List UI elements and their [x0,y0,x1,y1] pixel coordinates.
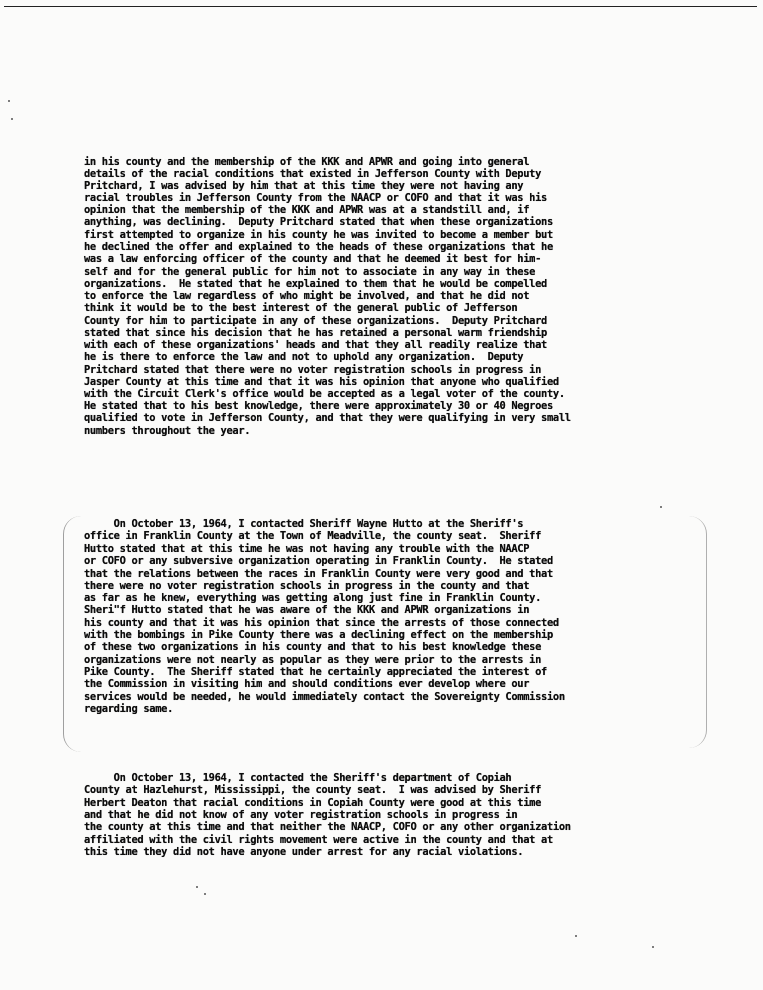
text-line: think it would be to the best interest of the general public of Jefferson [84,302,518,314]
text-line: self and for the general public for him not to associate in any way in these [84,266,536,278]
text-line: qualified to vote in Jefferson County, and that they were qualifying in very small [84,412,571,424]
text-line: office in Franklin County at the Town of Meadville, the county seat. Sheriff [84,530,542,542]
text-line: the county at this time and that neither the NAACP, COFO or any other organization [84,821,571,833]
text-line: anything, was declining. Deputy Pritchard stated that when these organizations [84,216,553,228]
text-line: County at Hazlehurst, Mississippi, the county seat. I was advised by Sheriff [84,784,542,796]
text-line: his county and that it was his opinion that since the arrests of those connected [84,617,559,629]
text-line: regarding same. [84,703,174,715]
text-line: or COFO or any subversive organization operating in Franklin County. He stated [84,555,553,567]
text-line: Jasper County at this time and that it was his opinion that anyone who qualified [84,376,559,388]
text-line: he is there to enforce the law and not to uphold any organization. Deputy [84,351,524,363]
text-line: services would be needed, he would immediately contact the Sovereignty Commission [84,691,565,703]
scan-speck [652,946,654,948]
text-line: On October 13, 1964, I contacted the Sheriff's department of Copiah [84,772,512,784]
text-line: this time they did not have anyone under arrest for any racial violations. [84,846,524,858]
scan-speck [575,935,577,937]
text-line: first attempted to organize in his county he was invited to become a member but [84,229,553,241]
scan-speck [204,893,206,895]
text-line: with the Circuit Clerk's office would be accepted as a legal voter of the county. [84,388,565,400]
margin-bracket-left [63,516,84,752]
text-line: details of the racial conditions that existed in Jefferson County with Deputy [84,168,542,180]
text-line: with the bombings in Pike County there was a declining effect on the membership [84,629,553,641]
text-line: affiliated with the civil rights movement were active in the county and that at [84,834,553,846]
text-line: he declined the offer and explained to the heads of these organizations that he [84,241,553,253]
text-line: Pike County. The Sheriff stated that he certainly appreciated the interest of [84,666,547,678]
text-line: and that he did not know of any voter registration schools in progress in [84,809,518,821]
scan-speck [11,118,13,120]
text-line: the Commission in visiting him and should conditions ever develop where our [84,678,530,690]
text-line: numbers throughout the year. [84,425,251,437]
scan-speck [196,886,198,888]
text-line: stated that since his decision that he has retained a personal warm friendship [84,327,547,339]
text-line: On October 13, 1964, I contacted Sheriff Wayne Hutto at the Sheriff's [84,518,524,530]
text-line: racial troubles in Jefferson County from the NAACP or COFO and that it was his [84,192,547,204]
text-line: was a law enforcing officer of the county and that he deemed it best for him- [84,253,542,265]
text-line: organizations were not nearly as popular as they were prior to the arrests in [84,654,542,666]
text-line: that the relations between the races in Franklin County were very good and that [84,568,553,580]
top-border-rule [4,6,757,7]
text-line: Pritchard, I was advised by him that at this time they were not having any [84,180,524,192]
text-line: organizations. He stated that he explained to them that he would be compelled [84,278,547,290]
text-line: Hutto stated that at this time he was not having any trouble with the NAACP [84,543,530,555]
scan-speck [660,506,662,508]
text-line: County for him to participate in any of these organizations. Deputy Pritchard [84,315,547,327]
text-line: to enforce the law regardless of who might be involved, and that he did not [84,290,530,302]
text-line: of these two organizations in his county and that to his best knowledge these [84,641,542,653]
text-line: opinion that the membership of the KKK and APWR was at a standstill and, if [84,204,530,216]
margin-bracket-right [686,516,707,748]
text-line: with each of these organizations' heads and that they all readily realize that [84,339,547,351]
text-line: Pritchard stated that there were no voter registration schools in progress in [84,364,542,376]
text-line: Sheri"f Hutto stated that he was aware of the KKK and APWR organizations in [84,604,530,616]
text-line: there were no voter registration schools in progress in the county and that [84,580,530,592]
scan-speck [8,100,10,102]
text-line: in his county and the membership of the KKK and APWR and going into general [84,156,530,168]
text-line: as far as he knew, everything was getting along just fine in Franklin County. [84,592,542,604]
text-line: Herbert Deaton that racial conditions in Copiah County were good at this time [84,797,542,809]
text-line: He stated that to his best knowledge, there were approximately 30 or 40 Negroes [84,400,553,412]
